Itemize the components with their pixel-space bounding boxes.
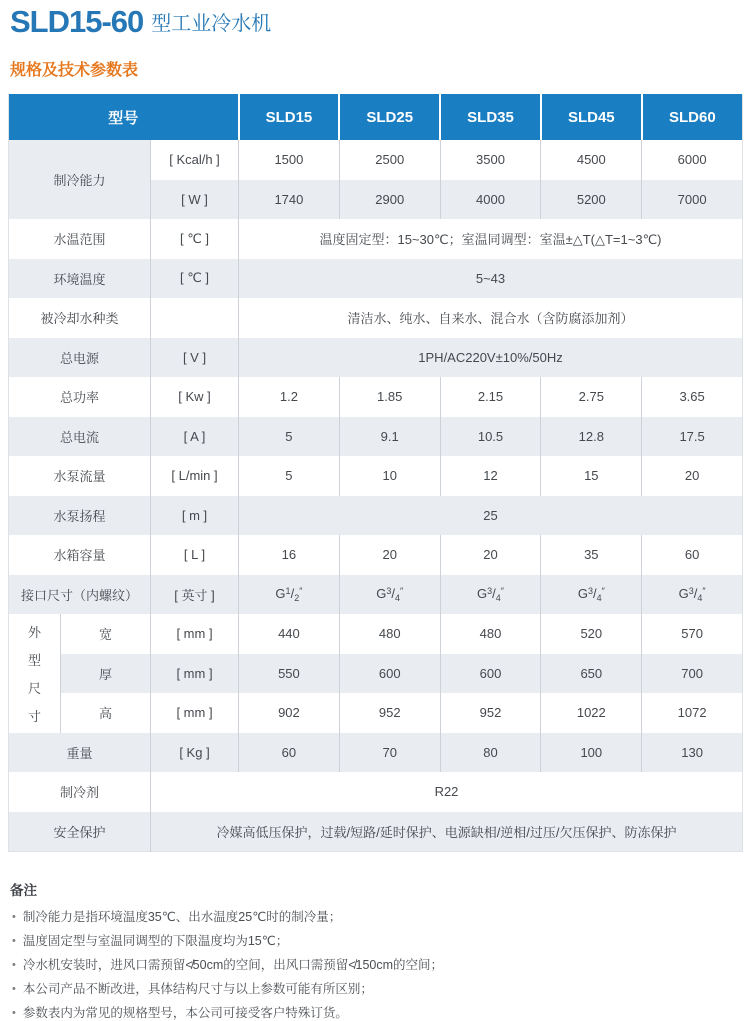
value-cell: 1740 [239, 180, 340, 220]
value-cell: 4000 [440, 180, 541, 220]
spec-table [8, 94, 743, 852]
value-cell: 440 [239, 614, 340, 654]
model-header-cell: SLD15 [239, 94, 340, 140]
value-cell: 20 [684, 468, 700, 484]
row-label: 总电源 [9, 338, 151, 378]
page-title [8, 0, 742, 40]
unit-cell: [ L ] [151, 535, 239, 575]
table-row [9, 733, 743, 773]
unit-cell: [ Kw ] [151, 377, 239, 417]
dim-sublabel: 高 [61, 693, 151, 733]
dims-label-char: 寸 [27, 708, 41, 724]
value-cell: 700 [681, 665, 703, 681]
value-cell: 952 [440, 693, 541, 733]
table-row [9, 496, 743, 536]
note-item [10, 958, 742, 973]
table-row [9, 654, 743, 694]
model-header-cell: SLD60 [642, 94, 743, 140]
value-cell: 10 [339, 456, 440, 496]
value-cell: 15 [541, 456, 642, 496]
table-row [9, 456, 743, 496]
table-row [9, 693, 743, 733]
value-cell: $G^1/_2''$ [239, 575, 340, 615]
span-value-cell: 5~43 [475, 270, 506, 286]
span-value-cell: R22 [434, 784, 459, 800]
value-cell: $G^3/_4''$ [339, 575, 440, 615]
unit-cell: [ ℃ ] [151, 259, 239, 299]
note-bullet: • [12, 958, 16, 971]
table-row [9, 377, 743, 417]
unit-cell: [ 英寸 ] [151, 575, 239, 615]
value-cell: 952 [339, 693, 440, 733]
dims-vertical-label-text [13, 622, 56, 725]
table-row [9, 772, 743, 812]
value-cell: 2500 [339, 140, 440, 180]
span-value-cell: 1PH/AC220V±10%/50Hz [418, 349, 563, 365]
table-row [9, 298, 743, 338]
value-cell: $G^3/_4''$ [440, 575, 541, 615]
note-bullet: • [12, 982, 16, 995]
row-label: 水箱容量 [9, 535, 151, 575]
value-cell: 2.15 [440, 377, 541, 417]
dim-sublabel: 厚 [61, 654, 151, 694]
note-bullet: • [12, 934, 16, 947]
value-cell: 600 [339, 654, 440, 694]
section-subtitle: 规格及技术参数表 [10, 62, 139, 79]
value-cell: 3500 [440, 140, 541, 180]
value-cell: 9.1 [339, 417, 440, 457]
page-title-suffix: 型工业冷水机 [151, 13, 272, 35]
value-cell: 130 [681, 744, 703, 760]
row-label: 安全保护 [9, 812, 151, 852]
notes-heading: 备注 [10, 882, 37, 898]
note-text: 参数表内为常见的规格型号，本公司可接受客户特殊订货。 [22, 1005, 348, 1020]
unit-cell: [ Kcal/h ] [151, 140, 239, 180]
row-label: 重量 [9, 733, 151, 773]
value-cell: 520 [541, 614, 642, 654]
table-row [9, 417, 743, 457]
value-cell: 5 [239, 417, 340, 457]
value-cell: 1072 [677, 705, 707, 721]
row-label: 总功率 [9, 377, 151, 417]
dims-label-char: 外 [27, 624, 41, 640]
value-cell: 12.8 [541, 417, 642, 457]
model-header-cell: SLD35 [440, 94, 541, 140]
value-cell: 1022 [541, 693, 642, 733]
unit-cell: [ mm ] [151, 614, 239, 654]
row-label: 制冷剂 [9, 772, 151, 812]
table-row [9, 614, 743, 654]
note-item [10, 1006, 742, 1021]
table-row [9, 338, 743, 378]
value-cell: $G^3/_4''$ [541, 575, 642, 615]
row-label: 制冷能力 [9, 140, 151, 219]
value-cell: 550 [239, 654, 340, 694]
value-cell: 480 [440, 614, 541, 654]
notes-section [8, 879, 742, 1021]
unit-cell: [ W ] [151, 180, 239, 220]
value-cell: 80 [440, 733, 541, 773]
row-label: 水泵扬程 [9, 496, 151, 536]
unit-cell: [ ℃ ] [151, 219, 239, 259]
span-value-cell: 25 [483, 507, 498, 523]
value-cell: 17.5 [679, 428, 705, 444]
model-header-cell: SLD45 [541, 94, 642, 140]
value-cell: 7000 [677, 191, 707, 207]
note-bullet: • [12, 910, 16, 923]
value-cell: 100 [541, 733, 642, 773]
unit-cell: [ m ] [151, 496, 239, 536]
row-label: 水泵流量 [9, 456, 151, 496]
note-item [10, 934, 742, 949]
unit-cell: [ A ] [151, 417, 239, 457]
row-label: 总电流 [9, 417, 151, 457]
notes-list [10, 910, 742, 1021]
value-cell: 16 [239, 535, 340, 575]
table-row [9, 535, 743, 575]
value-cell: 6000 [677, 152, 707, 168]
unit-cell: [ mm ] [151, 654, 239, 694]
row-label: 环境温度 [9, 259, 151, 299]
note-bullet: • [12, 1006, 16, 1019]
value-cell: $G^3/_4''$ [678, 585, 706, 603]
value-cell: 12 [440, 456, 541, 496]
dims-vertical-label [9, 614, 61, 733]
note-text: 制冷能力是指环境温度35℃、出水温度25℃时的制冷量； [22, 909, 342, 924]
unit-cell: [ Kg ] [151, 733, 239, 773]
span-value-cell: 冷媒高低压保护，过载/短路/延时保护、电源缺相/逆相/过压/欠压保护、防冻保护 [216, 824, 677, 840]
value-cell: 1.2 [239, 377, 340, 417]
page-title-model: SLD15-60 [10, 4, 144, 39]
value-cell: 1.85 [339, 377, 440, 417]
dims-label-char: 尺 [27, 680, 41, 696]
model-column-header: 型号 [9, 94, 239, 140]
value-cell: 5 [239, 456, 340, 496]
span-value-cell: 清洁水、纯水、自来水、混合水（含防腐添加剂） [347, 311, 634, 327]
value-cell: 2900 [339, 180, 440, 220]
value-cell: 10.5 [440, 417, 541, 457]
value-cell: 902 [239, 693, 340, 733]
unit-cell: [ mm ] [151, 693, 239, 733]
row-label: 被冷却水种类 [9, 298, 151, 338]
value-cell: 570 [681, 626, 703, 642]
table-row [9, 575, 743, 615]
table-row [9, 812, 743, 852]
note-text: 冷水机安装时，进风口需预留≮50cm的空间，出风口需预留≮150cm的空间； [22, 957, 444, 972]
note-item [10, 982, 742, 997]
value-cell: 70 [339, 733, 440, 773]
span-value-cell: 温度固定型：15~30℃；室温同调型：室温±△T(△T=1~3℃) [319, 232, 662, 248]
value-cell: 60 [684, 547, 700, 563]
table-row [9, 259, 743, 299]
value-cell: 20 [440, 535, 541, 575]
unit-cell: [ L/min ] [151, 456, 239, 496]
row-label: 水温范围 [9, 219, 151, 259]
value-cell: 5200 [541, 180, 642, 220]
value-cell: 600 [440, 654, 541, 694]
unit-cell: [ V ] [151, 338, 239, 378]
note-text: 温度固定型与室温同调型的下限温度均为15℃； [22, 933, 289, 948]
value-cell: 480 [339, 614, 440, 654]
value-cell: 650 [541, 654, 642, 694]
note-item [10, 910, 742, 925]
table-header-row [9, 94, 743, 140]
value-cell: 35 [541, 535, 642, 575]
dims-label-char: 型 [27, 652, 41, 668]
value-cell: 60 [239, 733, 340, 773]
model-header-cell: SLD25 [339, 94, 440, 140]
value-cell: 1500 [239, 140, 340, 180]
unit-cell [151, 298, 239, 338]
value-cell: 20 [339, 535, 440, 575]
dim-sublabel: 宽 [61, 614, 151, 654]
table-row [9, 140, 743, 180]
value-cell: 3.65 [679, 389, 705, 405]
row-label: 接口尺寸（内螺纹） [9, 575, 151, 615]
table-row [9, 219, 743, 259]
value-cell: 2.75 [541, 377, 642, 417]
note-text: 本公司产品不断改进，具体结构尺寸与以上参数可能有所区别； [22, 981, 373, 996]
value-cell: 4500 [541, 140, 642, 180]
